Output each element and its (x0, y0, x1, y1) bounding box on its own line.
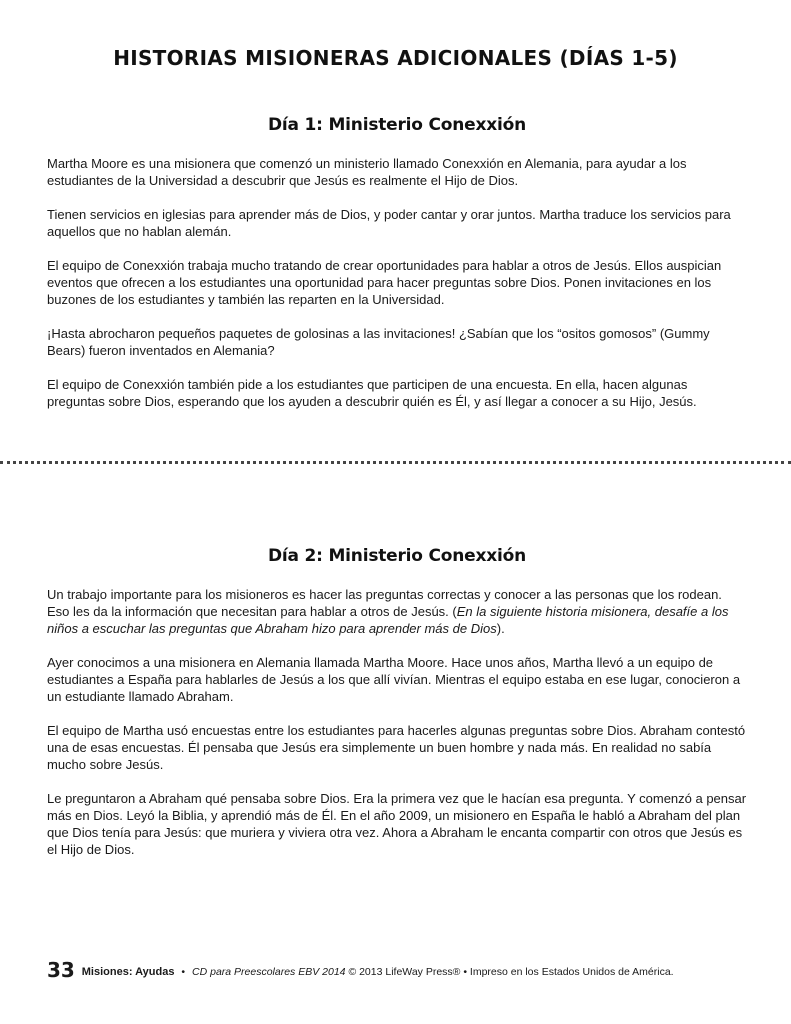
intro-text: Un trabajo importante para los misioneros es hacer las preguntas correctas y conocer a las personas que los rodean. Eso les da la información que necesitan para hablar a otros de Jesús. ( (47, 587, 722, 619)
page-title: HISTORIAS MISIONERAS ADICIONALES (DÍAS 1-5) (113, 46, 678, 70)
paragraph: Le preguntaron a Abraham qué pensaba sobre Dios. Era la primera vez que le hacían esa pregunta. Y comenzó a pensar más en Dios. Leyó la Biblia, y aprendió más de Él. En el año 2009, un misionero en España le habló a Abraham del plan que Dios tenía para Jesús: que muriera y viviera otra vez. Ahora a Abraham le encanta compartir con otros que Jesús es el Hijo de Dios. (47, 791, 747, 857)
intro-italic-note: En la siguiente historia misionera, desafíe a los niños a escuchar las preguntas que Abraham hizo para aprender más de Dios (47, 604, 729, 636)
page-number: 33 (47, 958, 75, 982)
dotted-divider (0, 461, 791, 464)
paragraph: El equipo de Conexxión también pide a los estudiantes que participen de una encuesta. En ella, hacen algunas preguntas sobre Dios, esperando que los ayuden a descubrir quién es Él, y así llegar a conocer a su Hijo, Jesús. (47, 377, 697, 409)
copyright: © 2013 LifeWay Press® • Impreso en los Estados Unidos de América. (348, 966, 674, 978)
section-heading: Día 2: Ministerio Conexxión (267, 546, 527, 566)
paragraph: Ayer conocimos a una misionera en Alemania llamada Martha Moore. Hace unos años, Martha llevó a un equipo de estudiantes a España para hablarles de Jesús a los que allí vivían. Mientras el equipo estaba en ese lugar, conocieron a un estudiante llamado Abraham. (47, 655, 741, 704)
page-footer (47, 958, 767, 982)
series-title: Misiones: Ayudas (81, 966, 175, 978)
paragraph: El equipo de Martha usó encuestas entre los estudiantes para hacerles algunas preguntas sobre Dios. Abraham contestó una de esas encuestas. Él pensaba que Jesús era simplemente un buen hombre y nada más. En realidad no sabía mucho sobre Jesús. (47, 723, 746, 772)
intro-paragraph (47, 586, 747, 637)
paragraph: El equipo de Conexxión trabaja mucho tratando de crear oportunidades para hablar a otros de Jesús. Ellos auspician eventos que ofrecen a los estudiantes una oportunidad para hacer preguntas sobre Dios. Ponen invitaciones en los buzones de los estudiantes y también las reparten en la Universidad. (47, 258, 722, 307)
cd-title: CD para Preescolares EBV 2014 (192, 966, 346, 978)
intro-end: ). (496, 621, 505, 636)
section-heading: Día 1: Ministerio Conexxión (267, 115, 527, 135)
footer-bullet: • (181, 966, 186, 978)
paragraph: ¡Hasta abrocharon pequeños paquetes de golosinas a las invitaciones! ¿Sabían que los “ositos gomosos” (Gummy Bears) fueron inventados en Alemania? (47, 326, 710, 358)
section-day-2 (47, 546, 747, 875)
section-day-1 (47, 115, 747, 427)
paragraph: Tienen servicios en iglesias para aprender más de Dios, y poder cantar y orar juntos. Martha traduce los servicios para aquellos que no hablan alemán. (47, 207, 731, 239)
paragraph: Martha Moore es una misionera que comenzó un ministerio llamado Conexxión en Alemania, para ayudar a los estudiantes de la Universidad a descubrir que Jesús es realmente el Hijo de Dios. (47, 156, 687, 188)
